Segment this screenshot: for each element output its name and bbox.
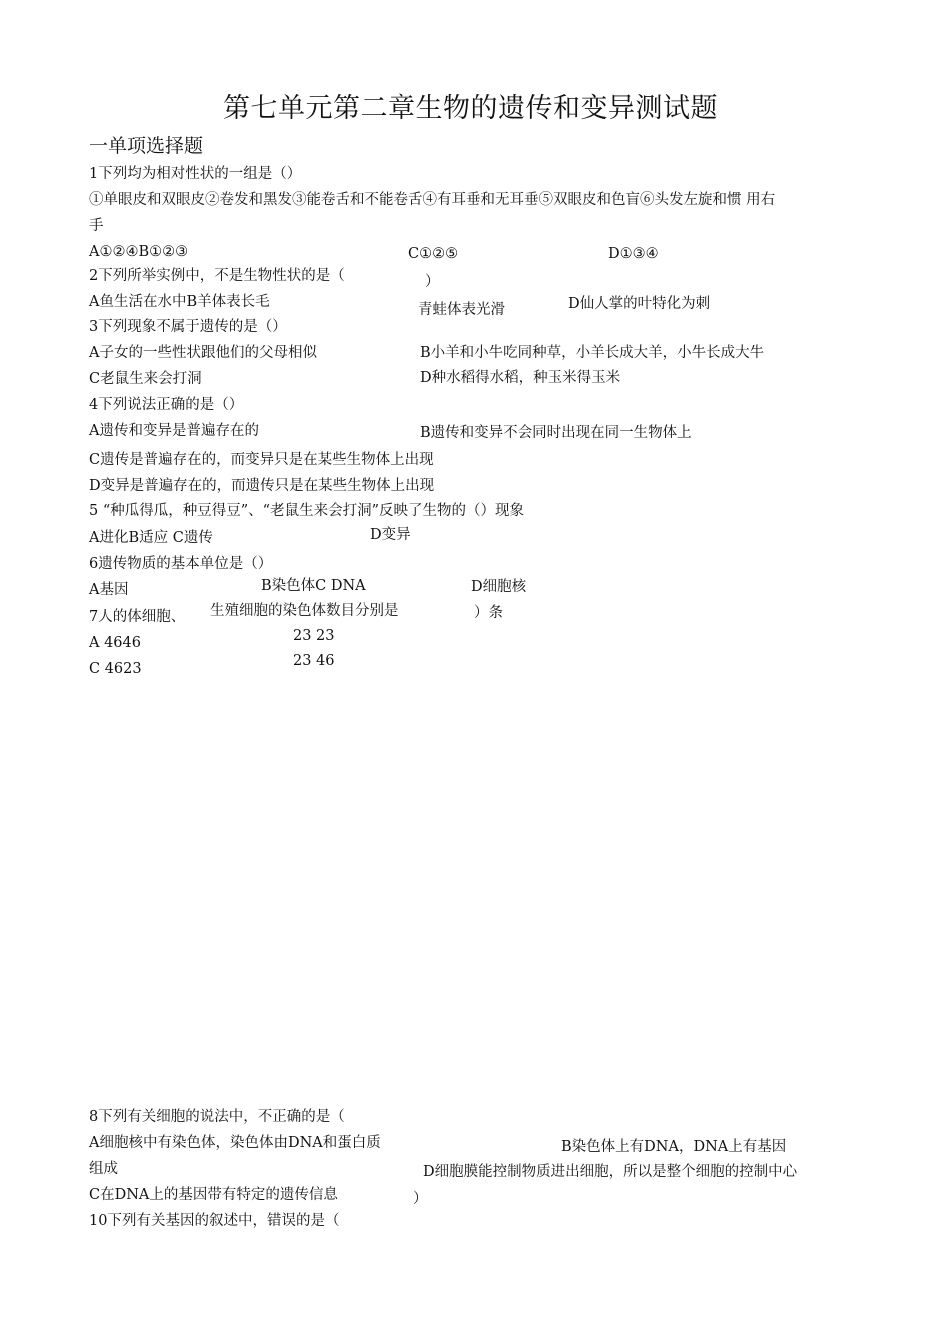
question-5-option-d: D变异 [370,527,411,543]
question-6-option-d: D细胞核 [471,579,527,595]
question-4-option-d: D变异是普遍存在的，而遗传只是在某些生物体上出现 [89,478,435,494]
question-4-option-c: C遗传是普遍存在的，而变异只是在某些生物体上出现 [89,452,434,468]
question-10-stem: 10下列有关基因的叙述中，错误的是（ [89,1213,340,1229]
page-title: 第七单元第二章生物的遗传和变异测试题 [223,93,718,124]
question-2-option-d: D仙人掌的叶特化为刺 [568,296,711,312]
question-8-stem: 8下列有关细胞的说法中，不正确的是（ [89,1109,345,1125]
question-8-paren: ） [413,1191,428,1207]
question-7-stem-cont: 生殖细胞的染色体数目分别是 [210,603,399,619]
question-7-stem-end: ）条 [474,605,503,621]
question-5-stem: 5 “种瓜得瓜，种豆得豆”、“老鼠生来会打洞”反映了生物的（）现象 [89,503,524,519]
question-7-option-b: 23 23 [293,628,335,644]
question-1-stem: 1下列均为相对性状的一组是（） [89,166,302,182]
question-7-option-d: 23 46 [293,653,335,669]
question-7-stem: 7人的体细胞、 [89,609,186,625]
question-1-items: ①单眼皮和双眼皮②卷发和黑发③能卷舌和不能卷舌④有耳垂和无耳垂⑤双眼皮和色盲⑥头发左旋和惯 用右 [89,192,776,208]
question-1-option-c: C①②⑤ [408,246,459,262]
question-3-option-d: D种水稻得水稻，种玉米得玉米 [420,370,621,386]
section-heading: 一单项选择题 [89,135,204,157]
question-8-option-b: B染色体上有DNA，DNA上有基因 [561,1139,787,1155]
question-2-stem: 2下列所举实例中，不是生物性状的是（ [89,268,345,284]
question-2-option-ab: A鱼生活在水中B羊体表长毛 [89,294,270,310]
question-3-stem: 3下列现象不属于遗传的是（） [89,319,287,335]
question-1-option-ab: A①②④B①②③ [89,244,189,260]
question-1-items-cont: 手 [89,218,104,234]
question-6-option-bc: B染色体C DNA [261,578,366,594]
question-1-option-d: D①③④ [608,246,659,262]
question-4-option-a: A遗传和变异是普遍存在的 [89,423,259,439]
question-2-paren: ） [425,274,440,290]
question-3-option-a: A子女的一些性状跟他们的父母相似 [89,345,317,361]
question-7-option-a: A 4646 [89,635,141,651]
question-6-stem: 6遗传物质的基本单位是（） [89,556,273,572]
question-2-option-c: 青蛙体表光滑 [418,302,505,318]
question-6-option-a: A基因 [89,582,129,598]
question-5-option-abc: A进化B适应 C遗传 [89,530,213,546]
question-4-option-b: B遗传和变异不会同时出现在同一生物体上 [420,425,692,441]
question-8-option-d: D细胞膜能控制物质进出细胞，所以是整个细胞的控制中心 [423,1164,798,1180]
question-8-option-a-cont: 组成 [89,1161,118,1177]
question-8-option-a: A细胞核中有染色体，染色体由DNA和蛋白质 [89,1135,381,1151]
question-3-option-b: B小羊和小牛吃同种草，小羊长成大羊，小牛长成大牛 [420,345,765,361]
question-4-stem: 4下列说法正确的是（） [89,397,244,413]
question-7-option-c: C 4623 [89,661,142,677]
question-8-option-c: C在DNA上的基因带有特定的遗传信息 [89,1187,338,1203]
question-3-option-c: C老鼠生来会打洞 [89,371,202,387]
